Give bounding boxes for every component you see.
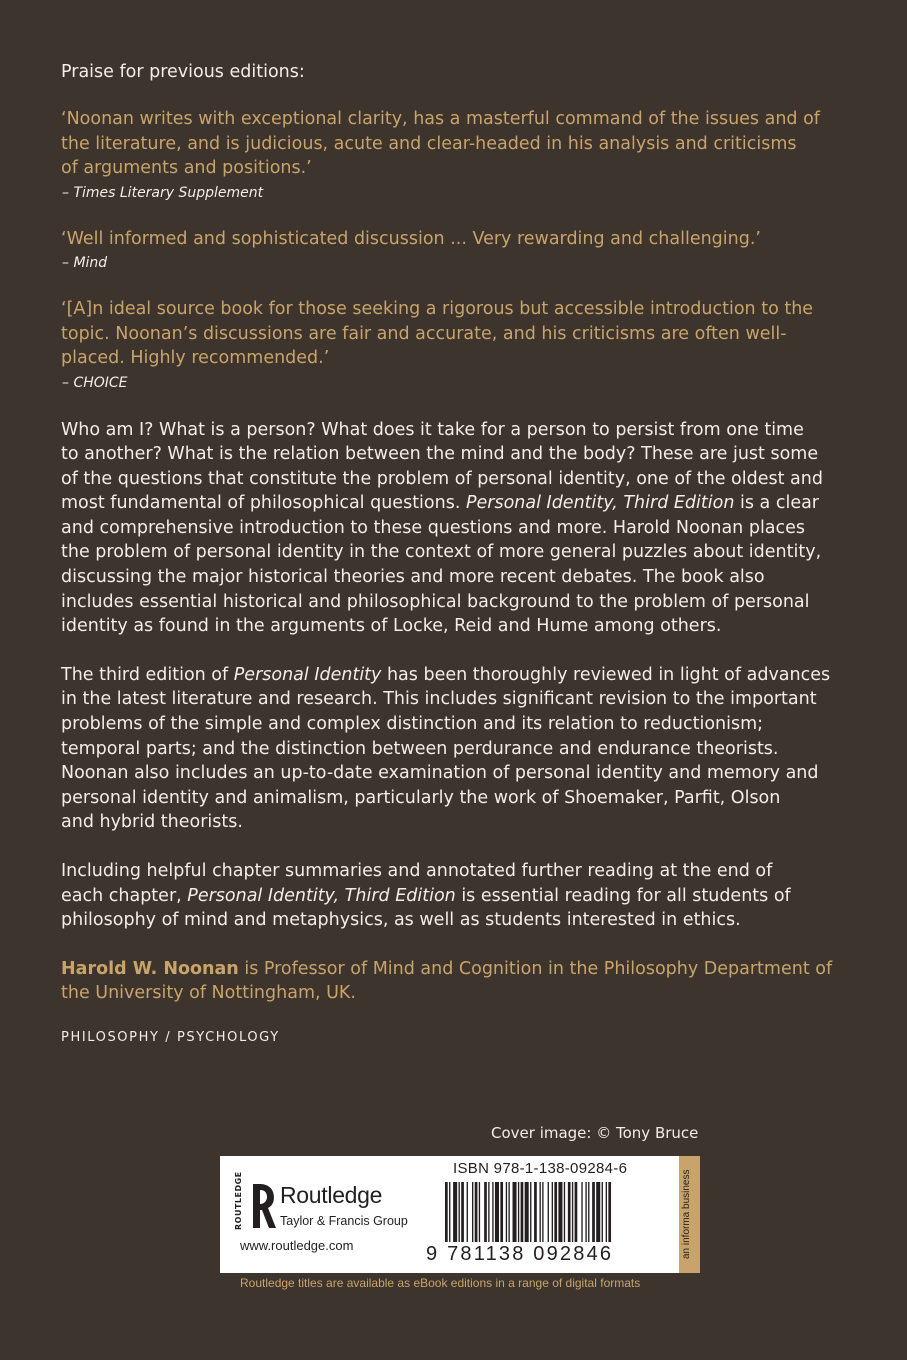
author-name: Harold W. Noonan <box>61 958 239 979</box>
description-paragraph-1: Who am I? What is a person? What does it take for a person to persist from one time to another? What is the relation between the mind and the body? These are just some of the questions that constitute the problem of personal identity, one of the oldest and most fundamental of philosophical questions. Personal Identity, Third Edition is a clear and comprehensive introduction to these questions and more. Harold Noonan places the problem of personal identity in the context of more general puzzles about identity, discussing the major historical theories and more recent debates. The book also includes essential historical and philosophical background to the problem of personal identity as found in the arguments of Locke, Reid and Hume among others. <box>61 419 823 637</box>
quote-source: – Times Literary Supplement <box>62 184 264 201</box>
barcode-bar <box>575 1182 578 1242</box>
publisher-website: www.routledge.com <box>240 1238 354 1253</box>
barcode-bar <box>608 1182 611 1242</box>
ebook-note: Routledge titles are available as eBook editions in a range of digital formats <box>240 1276 641 1290</box>
quote-text: ‘[A]n ideal source book for those seeking a rigorous but accessible introduction to the topic. Noonan’s discussions are fair and accurate, and his criticisms are often well- placed. Highly recommended.’ <box>61 299 814 368</box>
barcode-bar <box>606 1182 607 1242</box>
praise-heading: Praise for previous editions: <box>61 62 305 82</box>
barcode-bar <box>552 1182 553 1242</box>
isbn-text: ISBN 978-1-138-09284-6 <box>453 1160 628 1177</box>
barcode-bar <box>513 1182 517 1242</box>
quote-text: ‘Well informed and sophisticated discussion ... Very rewarding and challenging.’ <box>61 228 761 249</box>
barcode-bar <box>542 1182 543 1242</box>
informa-strip <box>679 1156 700 1273</box>
barcode-bar <box>596 1182 600 1242</box>
barcode-digits: 9 781138 092846 <box>426 1243 614 1265</box>
barcode-bar <box>484 1182 487 1242</box>
barcode-bar <box>472 1182 473 1242</box>
barcode-bar <box>572 1182 573 1242</box>
barcode-bar <box>449 1182 450 1242</box>
barcode-bar <box>568 1182 571 1242</box>
barcode-bar <box>554 1182 557 1242</box>
barcode-bar <box>492 1182 493 1242</box>
publisher-group: Taylor & Francis Group <box>280 1214 408 1228</box>
publisher-name: Routledge <box>280 1182 383 1208</box>
barcode-bar <box>488 1182 489 1242</box>
barcode <box>445 1182 670 1246</box>
cover-credit: Cover image: © Tony Bruce <box>491 1124 699 1142</box>
barcode-bar <box>467 1182 468 1242</box>
quote-text: ‘Noonan writes with exceptional clarity, has a masterful command of the issues and of the literature, and is judicious, acute and clear-headed in his analysis and criticisms of arguments and positions.’ <box>61 109 820 178</box>
barcode-bar <box>445 1182 448 1242</box>
informa-text: an informa business <box>681 1169 692 1260</box>
barcode-bar <box>581 1182 582 1242</box>
barcode-bar <box>521 1182 524 1242</box>
subject-category: PHILOSOPHY / PSYCHOLOGY <box>61 1029 280 1045</box>
barcode-bar <box>534 1182 537 1242</box>
barcode-panel <box>220 1156 700 1273</box>
quote-source: – Mind <box>62 255 108 271</box>
barcode-bar <box>585 1182 586 1242</box>
barcode-bar <box>495 1182 499 1242</box>
barcode-bar <box>558 1182 562 1242</box>
quote-source: – CHOICE <box>62 374 128 391</box>
barcode-bar <box>453 1182 457 1242</box>
barcode-bar <box>506 1182 507 1242</box>
author-bio: Harold W. Noonan is Professor of Mind and Cognition in the Philosophy Department of the University of Nottingham, UK. <box>61 958 833 1004</box>
quote <box>61 107 861 204</box>
barcode-bar <box>602 1182 603 1242</box>
back-cover-text <box>61 60 861 1045</box>
barcode-bar <box>461 1182 464 1242</box>
quote <box>61 297 861 394</box>
barcode-bar <box>518 1182 519 1242</box>
barcode-bar <box>588 1182 589 1242</box>
barcode-bar <box>530 1182 531 1242</box>
barcode-bar <box>500 1182 503 1242</box>
barcode-bar <box>475 1182 478 1242</box>
barcode-bar <box>540 1182 541 1242</box>
description-paragraph-3: Including helpful chapter summaries and annotated further reading at the end of each chapter, Personal Identity, Third Edition is essential reading for all students of philosophy of mind and metaphysics, as well as students interested in ethics. <box>61 861 791 931</box>
barcode-bar <box>508 1182 509 1242</box>
quote <box>61 227 861 275</box>
barcode-bar <box>592 1182 595 1242</box>
description-paragraph-2: The third edition of Personal Identity has been thoroughly reviewed in light of advances in the latest literature and research. This includes significant revision to the important problems of the simple and complex distinction and its relation to reductionism; temporal parts; and the distinction between perdurance and endurance theorists. Noonan also includes an up-to-date examination of personal identity and memory and personal identity and animalism, particularly the work of Shoemaker, Parfit, Olson and hybrid theorists. <box>61 664 831 833</box>
barcode-bar <box>525 1182 529 1242</box>
barcode-bar <box>564 1182 565 1242</box>
barcode-bar <box>479 1182 480 1242</box>
routledge-r-icon <box>250 1182 276 1230</box>
logo-vertical-text: ROUTLEDGE <box>234 1171 243 1230</box>
barcode-bar <box>548 1182 549 1242</box>
barcode-bar <box>459 1182 460 1242</box>
